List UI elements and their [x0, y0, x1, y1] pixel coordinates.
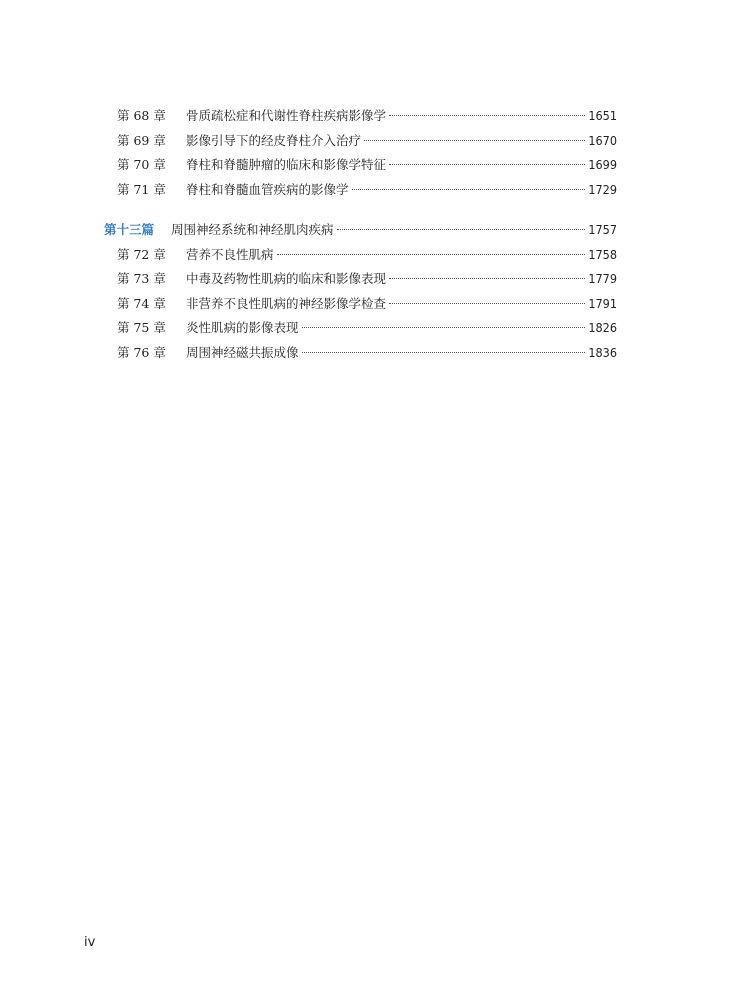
dot-leader: [337, 229, 586, 230]
dot-leader: [389, 115, 585, 116]
chapter-title: 脊柱和脊髓肿瘤的临床和影像学特征: [186, 157, 387, 172]
toc-entry-chapter-70[interactable]: [104, 153, 617, 178]
chapter-number: 第 72 章: [117, 246, 166, 262]
chapter-number: 第 68 章: [117, 108, 166, 123]
page-folio: iv: [84, 935, 96, 950]
page-number: 1729: [588, 181, 617, 197]
page-number: 1826: [588, 320, 617, 335]
toc-entry-chapter-72[interactable]: [104, 243, 617, 268]
chapter-title: 炎性肌病的影像表现: [186, 320, 299, 335]
toc-entry-chapter-68[interactable]: [104, 104, 617, 129]
toc-entry-chapter-71[interactable]: [104, 178, 617, 203]
toc-entry-part-13[interactable]: [104, 218, 617, 243]
chapter-title: 周围神经磁共振成像: [186, 344, 299, 360]
chapter-title: 脊柱和脊髓血管疾病的影像学: [186, 181, 349, 197]
chapter-number: 第 75 章: [117, 320, 166, 335]
page-number: 1758: [588, 246, 617, 262]
dot-leader: [389, 303, 585, 304]
page-number: 1836: [588, 344, 617, 360]
chapter-title: 非营养不良性肌病的神经影像学检查: [186, 295, 387, 311]
chapter-number: 第 73 章: [117, 271, 166, 286]
page-number: 1670: [588, 132, 617, 148]
part-number: 第十三篇: [104, 222, 155, 237]
part-title: 周围神经系统和神经肌肉疾病: [171, 222, 334, 237]
toc-entry-chapter-69[interactable]: [104, 129, 617, 154]
chapter-title: 骨质疏松症和代谢性脊柱疾病影像学: [186, 108, 387, 123]
dot-leader: [277, 254, 586, 255]
chapter-title: 中毒及药物性肌病的临床和影像表现: [186, 271, 387, 286]
table-of-contents: [104, 104, 617, 365]
chapter-title: 影像引导下的经皮脊柱介入治疗: [186, 132, 362, 148]
toc-entry-chapter-73[interactable]: [104, 267, 617, 292]
chapter-title: 营养不良性肌病: [186, 246, 274, 262]
page-number: 1779: [588, 271, 617, 286]
chapter-number: 第 70 章: [117, 157, 166, 172]
page-number: 1757: [588, 222, 617, 237]
toc-entry-chapter-76[interactable]: [104, 341, 617, 366]
page-number: 1791: [588, 295, 617, 311]
dot-leader: [302, 327, 586, 328]
dot-leader: [302, 352, 586, 353]
toc-entry-chapter-75[interactable]: [104, 316, 617, 341]
chapter-number: 第 71 章: [117, 181, 166, 197]
chapter-number: 第 69 章: [117, 132, 166, 148]
chapter-number: 第 74 章: [117, 295, 166, 311]
toc-entry-chapter-74[interactable]: [104, 292, 617, 317]
dot-leader: [389, 278, 585, 279]
dot-leader: [364, 140, 585, 141]
dot-leader: [389, 164, 585, 165]
page-number: 1699: [588, 157, 617, 172]
dot-leader: [352, 189, 586, 190]
chapter-number: 第 76 章: [117, 344, 166, 360]
page-number: 1651: [588, 108, 617, 123]
